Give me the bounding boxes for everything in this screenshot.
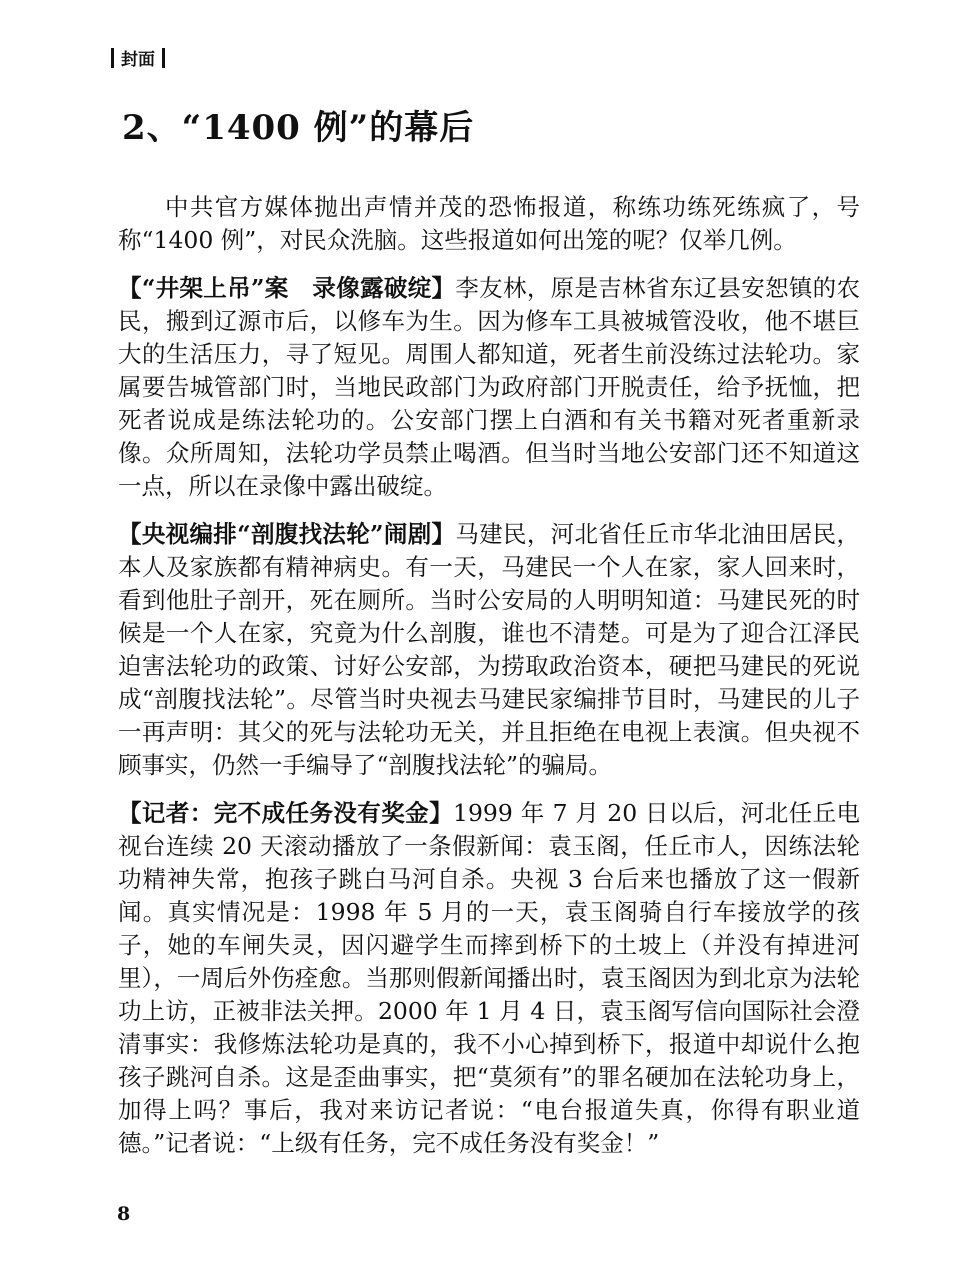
case-heading: 【记者：完不成任务没有奖金】 bbox=[118, 799, 454, 827]
section-tab bbox=[111, 45, 165, 70]
case-text: 李友林，原是吉林省东辽县安恕镇的农民，搬到辽源市后，以修车为生。因为修车工具被城管没收，他不堪巨大的生活压力，寻了短见。周围人都知道，死者生前没练过法轮功。家属要告城管部门时，当地民政部门为政府部门开脱责任，给予抚恤，把死者说成是练法轮功的。公安部门摆上白酒和有关书籍对死者重新录像。众所周知，法轮功学员禁止喝酒。但当时当地公安部门还不知道这一点，所以在录像中露出破绽。 bbox=[118, 274, 860, 500]
case-paragraph-well-hanging bbox=[118, 272, 860, 503]
case-paragraph-cctv-farce bbox=[118, 518, 860, 782]
case-heading: 【“井架上吊”案 录像露破绽】 bbox=[118, 274, 456, 302]
case-text: 1999 年 7 月 20 日以后，河北任丘电视台连续 20 天滚动播放了一条假新闻：袁玉阁，任丘市人，因练法轮功精神失常，抱孩子跳白马河自杀。央视 3 台后来也播放了这一假新闻。真实情况是：1998 年 5 月的一天，袁玉阁骑自行车接放学的孩子，她的车闸失灵，因闪避学生而摔到桥下的土坡上（并没有掉进河里），一周后外伤痊愈。当那则假新闻播出时，袁玉阁因为到北京为法轮功上访，正被非法关押。2000 年 1 月 4 日，袁玉阁写信向国际社会澄清事实：我修炼法轮功是真的，我不小心掉到桥下，报道中却说什么抱孩子跳河自杀。这是歪曲事实，把“莫须有”的罪名硬加在法轮功身上，加得上吗？事后，我对来访记者说：“电台报道失真，你得有职业道德。”记者说：“上级有任务，完不成任务没有奖金！” bbox=[118, 799, 860, 1157]
section-tab-right-bar bbox=[162, 48, 165, 68]
case-text: 马建民，河北省任丘市华北油田居民，本人及家族都有精神病史。有一天，马建民一个人在家，家人回来时，看到他肚子剖开，死在厕所。当时公安局的人明明知道：马建民死的时候是一个人在家，究竟为什么剖腹，谁也不清楚。可是为了迎合江泽民迫害法轮功的政策、讨好公安部，为捞取政治资本，硬把马建民的死说成“剖腹找法轮”。尽管当时央视去马建民家编排节目时，马建民的儿子一再声明：其父的死与法轮功无关，并且拒绝在电视上表演。但央视不顾事实，仍然一手编导了“剖腹找法轮”的骗局。 bbox=[118, 520, 860, 779]
intro-paragraph: 中共官方媒体抛出声情并茂的恐怖报道，称练功练死练疯了，号称“1400 例”，对民众洗脑。这些报道如何出笼的呢？仅举几例。 bbox=[118, 193, 860, 254]
case-heading: 【央视编排“剖腹找法轮”闹剧】 bbox=[118, 520, 456, 548]
article-title: 2、“1400 例”的幕后 bbox=[122, 108, 475, 148]
page-number: 8 bbox=[117, 1203, 131, 1225]
section-tab-left-bar bbox=[111, 48, 114, 68]
section-tab-label: 封面 bbox=[121, 50, 155, 70]
article-body bbox=[118, 191, 860, 1160]
case-paragraph-reporter bbox=[118, 797, 860, 1160]
